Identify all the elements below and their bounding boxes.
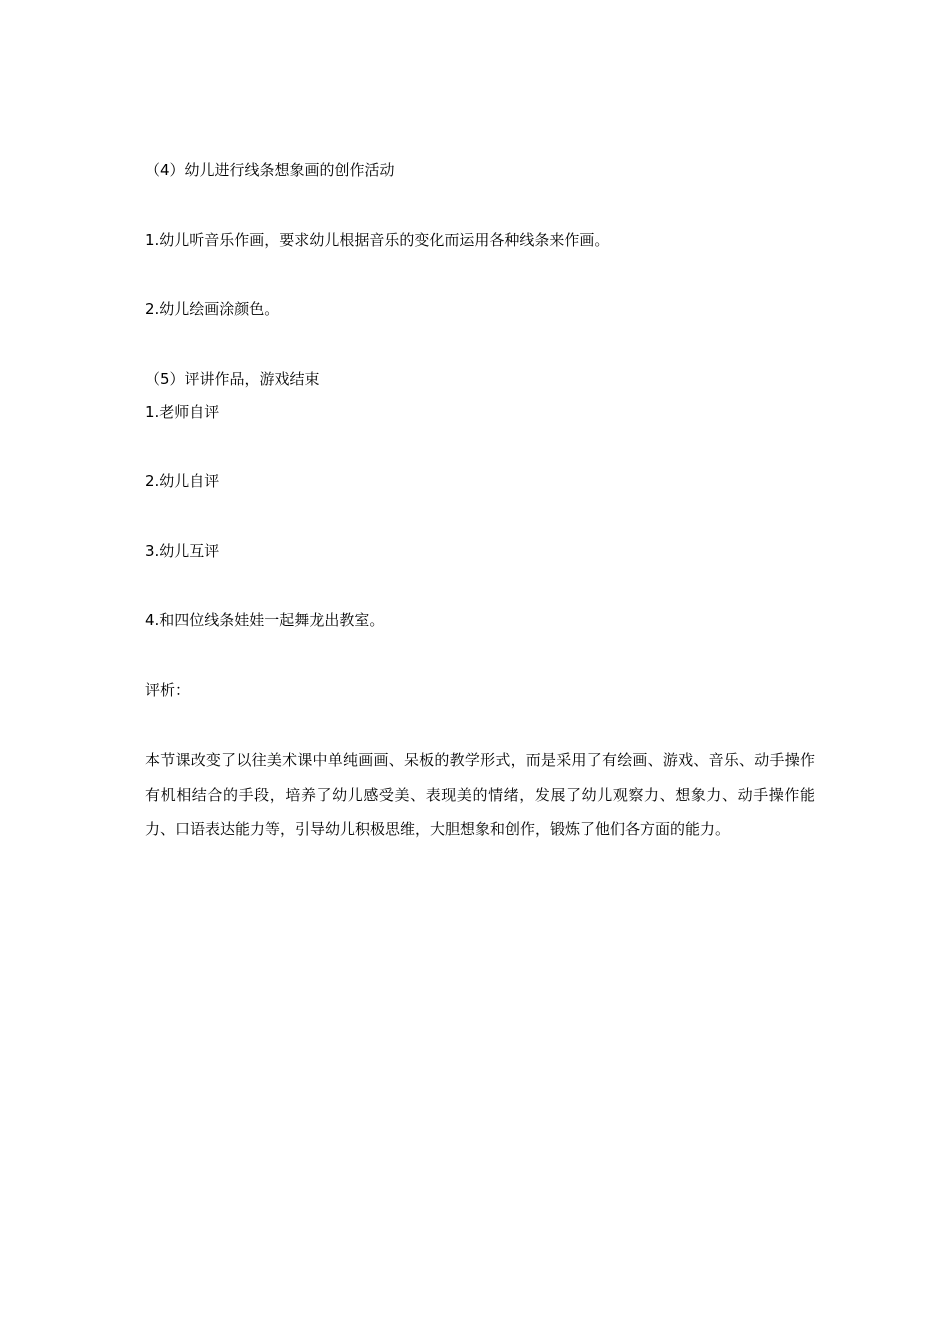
section4-item-1: 1.幼儿听音乐作画，要求幼儿根据音乐的变化而运用各种线条来作画。	[145, 231, 610, 249]
section5-item-3: 3.幼儿互评	[145, 542, 220, 560]
section4-item-2: 2.幼儿绘画涂颜色。	[145, 300, 280, 318]
section5-item-4: 4.和四位线条娃娃一起舞龙出教室。	[145, 611, 385, 629]
section5-heading: （5）评讲作品，游戏结束	[145, 370, 320, 388]
analysis-label: 评析：	[145, 681, 191, 699]
section4-heading: （4）幼儿进行线条想象画的创作活动	[145, 161, 395, 179]
analysis-paragraph: 本节课改变了以往美术课中单纯画画、呆板的教学形式，而是采用了有绘画、游戏、音乐、动手操作有机相结合的手段，培养了幼儿感受美、表现美的情绪，发展了幼儿观察力、想象力、动手操作能力、口语表达能力等，引导幼儿积极思维，大胆想象和创作，锻炼了他们各方面的能力。	[145, 751, 815, 838]
section5-item-2: 2.幼儿自评	[145, 472, 220, 490]
section5-item-1: 1.老师自评	[145, 403, 220, 421]
